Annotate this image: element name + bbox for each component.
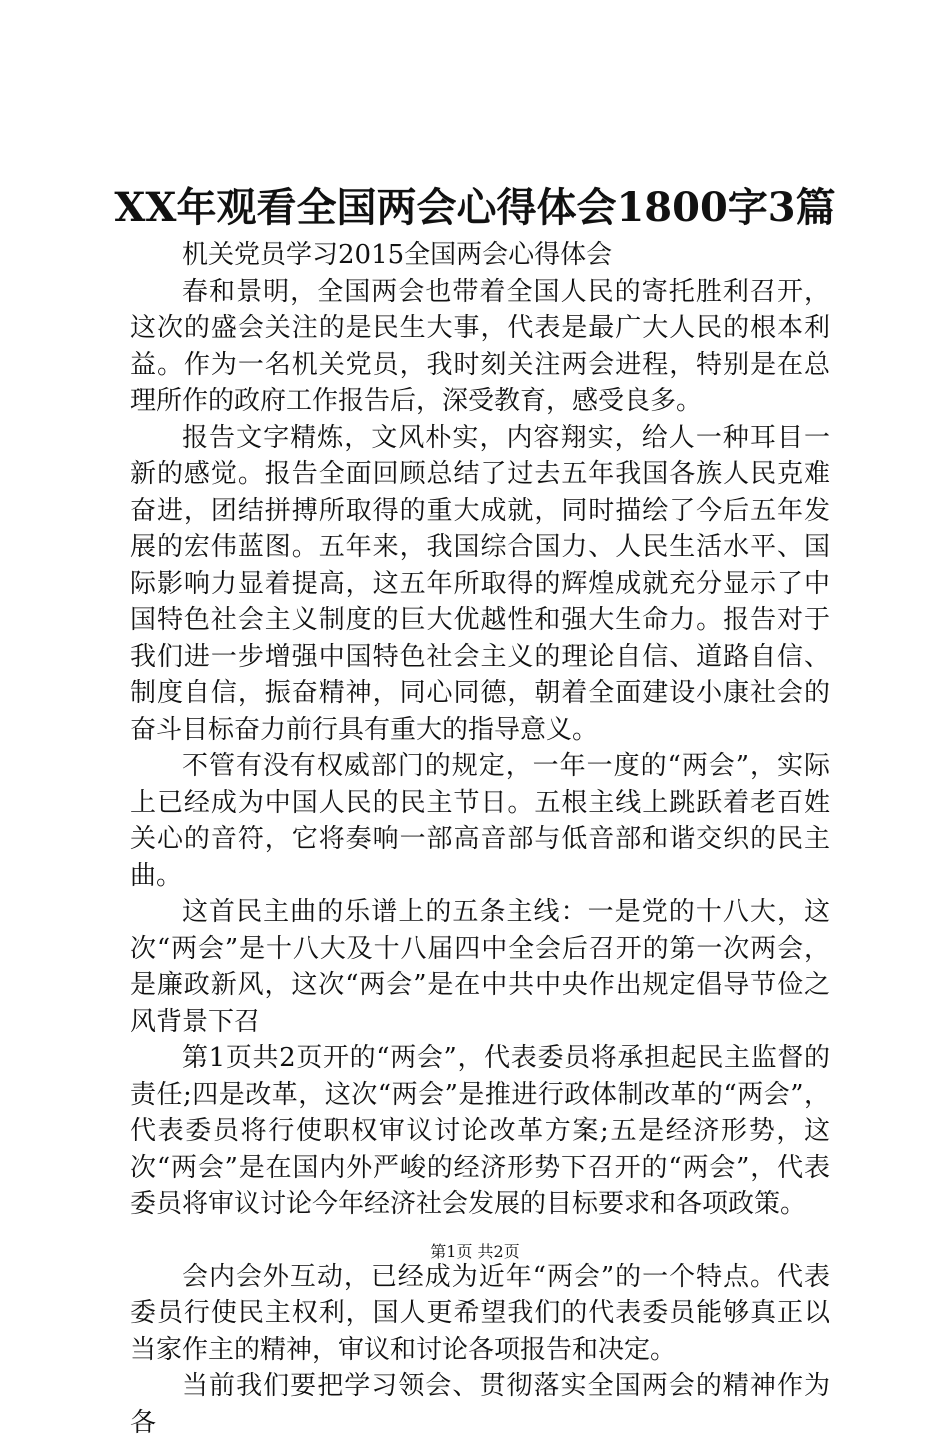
paragraph: 第1页共2页开的“两会”，代表委员将承担起民主监督的责任;四是改革，这次“两会”是推进行政体制改革的“两会”，代表委员将行使职权审议讨论改革方案;五是经济形势，这次“两会”是在国内外严峻的经济形势下召开的“两会”，代表委员将审议讨论今年经济社会发展的目标要求和各项政策。 [130,1043,830,1219]
paragraph: 春和景明，全国两会也带着全国人民的寄托胜利召开，这次的盛会关注的是民生大事，代表是最广大人民的根本利益。作为一名机关党员，我时刻关注两会进程，特别是在总理所作的政府工作报告后，深受教育，感受良多。 [130,276,830,416]
document-title: XX年观看全国两会心得体会1800字3篇 [114,184,836,231]
paragraph: 当前我们要把学习领会、贯彻落实全国两会的精神作为各 [130,1371,830,1438]
paragraph: 会内会外互动，已经成为近年“两会”的一个特点。代表委员行使民主权利，国人更希望我们的代表委员能够真正以当家作主的精神，审议和讨论各项报告和决定。 [130,1261,830,1365]
page-footer: 第1页 共2页 [430,1242,520,1261]
paragraph: 报告文字精炼，文风朴实，内容翔实，给人一种耳目一新的感觉。报告全面回顾总结了过去五年我国各族人民克难奋进，团结拼搏所取得的重大成就，同时描绘了今后五年发展的宏伟蓝图。五年来，我国综合国力、人民生活水平、国际影响力显着提高，这五年所取得的辉煌成就充分显示了中国特色社会主义制度的巨大优越性和强大生命力。报告对于我们进一步增强中国特色社会主义的理论自信、道路自信、制度自信，振奋精神，同心同德，朝着全面建设小康社会的奋斗目标奋力前行具有重大的指导意义。 [130,422,830,745]
paragraph: 不管有没有权威部门的规定，一年一度的“两会”，实际上已经成为中国人民的民主节日。五根主线上跳跃着老百姓关心的音符，它将奏响一部高音部与低音部和谐交织的民主曲。 [130,751,830,891]
paragraph: 这首民主曲的乐谱上的五条主线：一是党的十八大，这次“两会”是十八大及十八届四中全会后召开的第一次两会，是廉政新风，这次“两会”是在中共中央作出规定倡导节俭之风背景下召 [130,897,830,1037]
paragraph-subtitle: 机关党员学习2015全国两会心得体会 [182,240,613,270]
